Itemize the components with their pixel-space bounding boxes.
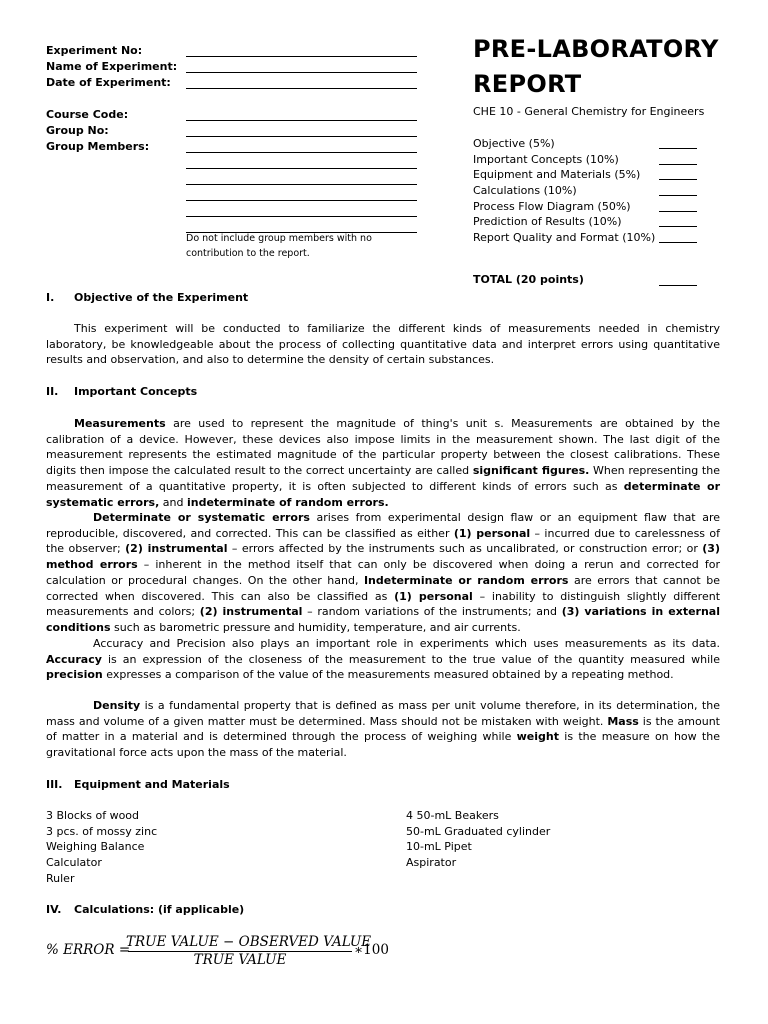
rubric-row bbox=[473, 136, 703, 152]
section-number: III. bbox=[46, 778, 63, 791]
total-row bbox=[473, 272, 703, 288]
bold-term: Density bbox=[93, 699, 141, 712]
bold-term: Accuracy bbox=[46, 652, 102, 666]
field-group-member-line bbox=[46, 187, 426, 203]
bold-term: significant figures. bbox=[472, 464, 590, 478]
rubric-label: Process Flow Diagram (50%) bbox=[473, 199, 631, 213]
score-blank[interactable] bbox=[659, 242, 697, 243]
section-heading-concepts bbox=[46, 384, 197, 400]
section-number: II. bbox=[46, 385, 59, 398]
rubric-row bbox=[473, 183, 703, 199]
section-title: Objective of the Experiment bbox=[74, 291, 249, 304]
rubric-label: Objective (5%) bbox=[473, 137, 555, 150]
section-title: Calculations: (if applicable) bbox=[74, 903, 245, 916]
experiment-info-block bbox=[46, 43, 426, 259]
rubric-row bbox=[473, 230, 703, 246]
grading-rubric bbox=[473, 136, 703, 246]
bold-term: (2) instrumental bbox=[125, 542, 228, 556]
bold-term: Mass bbox=[607, 714, 639, 728]
equipment-item: Calculator bbox=[46, 856, 102, 870]
text-run: When representing the measurement of a quantitative property, it is often subjected to different kinds of errors such as bbox=[46, 464, 720, 493]
rubric-label: Prediction of Results (10%) bbox=[473, 215, 622, 229]
field-spacer bbox=[46, 91, 426, 107]
course-name: CHE 10 - General Chemistry for Engineers bbox=[473, 105, 705, 118]
rubric-row bbox=[473, 167, 703, 183]
report-title-line1: PRE-LABORATORY bbox=[473, 35, 719, 63]
section-title: Equipment and Materials bbox=[74, 778, 230, 791]
bold-term: indeterminate of random errors. bbox=[186, 495, 389, 509]
rubric-label: Equipment and Materials (5%) bbox=[473, 168, 641, 182]
score-blank[interactable] bbox=[659, 164, 697, 165]
fill-in-line[interactable] bbox=[186, 184, 417, 185]
bold-term: weight bbox=[516, 730, 559, 744]
bold-term: Indeterminate or random errors bbox=[363, 573, 569, 587]
rubric-label: Calculations (10%) bbox=[473, 184, 577, 198]
text-run: – inability to distinguish slightly different measurements and colors; bbox=[46, 589, 721, 619]
field-label: Course Code: bbox=[46, 108, 129, 121]
text-run: is the measure on how the gravitational force acts upon the mass of the material. bbox=[46, 730, 720, 760]
equipment-list-right bbox=[406, 808, 550, 871]
text-run: is an expression of the closeness of the measurement to the true value of the quantity measured while bbox=[101, 652, 720, 666]
formula-denominator: TRUE VALUE bbox=[193, 952, 287, 968]
bold-term: determinate or systematic errors, bbox=[46, 479, 721, 509]
rubric-row bbox=[473, 152, 703, 168]
equipment-item: 3 pcs. of mossy zinc bbox=[46, 824, 158, 838]
field-name-of-experiment bbox=[46, 59, 426, 75]
text-run: – random variations of the instruments; and bbox=[302, 605, 562, 619]
fill-in-line[interactable] bbox=[186, 120, 417, 121]
equipment-item: Ruler bbox=[46, 871, 75, 885]
report-title-block bbox=[473, 32, 743, 120]
bold-term: (3) variations in external conditions bbox=[46, 605, 720, 634]
equipment-item: 10-mL Pipet bbox=[406, 840, 472, 854]
field-group-member-line bbox=[46, 203, 426, 219]
field-date-of-experiment bbox=[46, 75, 426, 91]
score-blank[interactable] bbox=[659, 211, 697, 212]
rubric-row bbox=[473, 214, 703, 230]
bold-term: (1) personal bbox=[394, 589, 473, 603]
text-run: are used to represent the magnitude of thing's unit s. Measurements are obtained by the calibration of a device. However, these devices also impose limits in the measurement shown. The last digit of the measurement represents the estimated magnitude of the particular property between the closest calibrations. These digits then impose the calculated result to the correct uncertainty are called bbox=[46, 417, 720, 478]
rubric-label: Report Quality and Format (10%) bbox=[473, 231, 656, 245]
formula-lhs: % ERROR = bbox=[46, 942, 131, 958]
report-title-line2: REPORT bbox=[473, 70, 582, 98]
bold-term: Determinate or systematic errors bbox=[93, 511, 310, 524]
score-blank[interactable] bbox=[659, 226, 697, 227]
field-course-code bbox=[46, 107, 426, 123]
text-run: such as barometric pressure and humidity, temperature, and air currents. bbox=[110, 620, 521, 634]
text-run: – incurred due to carelessness of the observer; bbox=[46, 526, 721, 556]
rubric-label: Important Concepts (10%) bbox=[473, 152, 619, 166]
total-label: TOTAL (20 points) bbox=[473, 273, 584, 286]
field-group-no bbox=[46, 123, 426, 139]
equipment-item: 50-mL Graduated cylinder bbox=[406, 824, 551, 838]
bold-term: Measurements bbox=[74, 417, 166, 430]
score-blank[interactable] bbox=[659, 179, 697, 180]
bold-term: (1) personal bbox=[453, 526, 531, 540]
fill-in-line[interactable] bbox=[186, 152, 417, 153]
density-paragraph bbox=[46, 698, 720, 761]
field-label: Group Members: bbox=[46, 140, 150, 153]
equipment-item: 4 50-mL Beakers bbox=[406, 809, 499, 822]
section-title: Important Concepts bbox=[74, 385, 198, 398]
fill-in-line[interactable] bbox=[186, 136, 417, 137]
formula-rhs: ∗100 bbox=[354, 942, 389, 958]
fill-in-line[interactable] bbox=[186, 168, 417, 169]
section-heading-objective bbox=[46, 290, 248, 306]
text-run: is the amount of matter in a material and is determined through the process of weighing while bbox=[46, 714, 720, 744]
fill-in-line[interactable] bbox=[186, 88, 417, 89]
section-number: I. bbox=[46, 291, 55, 304]
objective-paragraph: This experiment will be conducted to familiarize the different kinds of measurements needed in chemistry laboratory, be knowledgeable about the process of collecting quantitative data and interpret errors using quantitative results and observation, and also to determine the density of certain substances. bbox=[46, 322, 720, 367]
group-members-note: Do not include group members with no contribution to the report. bbox=[186, 233, 372, 259]
bold-term: precision bbox=[46, 668, 103, 682]
field-label: Group No: bbox=[46, 124, 109, 137]
bold-term: (3) method errors bbox=[46, 542, 720, 572]
field-experiment-no bbox=[46, 43, 426, 59]
text-run: are errors that cannot be corrected when discovered. This can also be classified as bbox=[46, 573, 720, 603]
fill-in-line[interactable] bbox=[186, 200, 417, 201]
equipment-item: 3 Blocks of wood bbox=[46, 809, 140, 822]
fill-in-line[interactable] bbox=[186, 72, 417, 73]
equipment-list-left bbox=[46, 808, 157, 887]
field-label: Name of Experiment: bbox=[46, 60, 178, 73]
equipment-item: Aspirator bbox=[406, 856, 457, 870]
fill-in-line[interactable] bbox=[186, 216, 417, 217]
total-score-blank[interactable] bbox=[659, 285, 697, 286]
score-blank[interactable] bbox=[659, 195, 697, 196]
section-heading-equipment bbox=[46, 777, 230, 793]
score-blank[interactable] bbox=[659, 148, 697, 149]
errors-paragraph bbox=[46, 510, 720, 636]
text-run: – errors affected by the instruments such as uncalibrated, or construction error; or bbox=[227, 542, 703, 556]
rubric-row bbox=[473, 199, 703, 215]
fill-in-line[interactable] bbox=[186, 56, 417, 57]
section-number: IV. bbox=[46, 903, 62, 916]
text-run: – inherent in the method itself that can only be discovered when doing a rerun and corrected for calculation or procedural changes. On the other hand, bbox=[46, 558, 720, 587]
field-label: Experiment No: bbox=[46, 44, 143, 57]
text-run: and bbox=[159, 495, 187, 509]
formula-numerator: TRUE VALUE − OBSERVED VALUE bbox=[126, 934, 372, 950]
measurements-paragraph bbox=[46, 416, 720, 510]
field-label: Date of Experiment: bbox=[46, 76, 171, 89]
accuracy-paragraph bbox=[46, 636, 720, 683]
section-heading-calculations bbox=[46, 902, 244, 918]
text-run: Accuracy and Precision also plays an important role in experiments which uses measurements as its data. bbox=[93, 637, 720, 650]
equipment-item: Weighing Balance bbox=[46, 840, 145, 854]
text-run: is a fundamental property that is defined as mass per unit volume therefore, in its determination, the mass and volume of a given matter must be determined. Mass should not be mistaken with weight. bbox=[46, 699, 720, 728]
text-run: expresses a comparison of the value of the measurements measured obtained by a repeating method. bbox=[102, 668, 674, 682]
text-run: arises from experimental design flaw or an equipment flaw that are reproducible, discovered, and corrected. This can be classified as either bbox=[46, 511, 721, 540]
field-group-members bbox=[46, 139, 426, 155]
field-group-member-line bbox=[46, 171, 426, 187]
field-group-member-line bbox=[46, 155, 426, 171]
bold-term: (2) instrumental bbox=[199, 605, 303, 619]
